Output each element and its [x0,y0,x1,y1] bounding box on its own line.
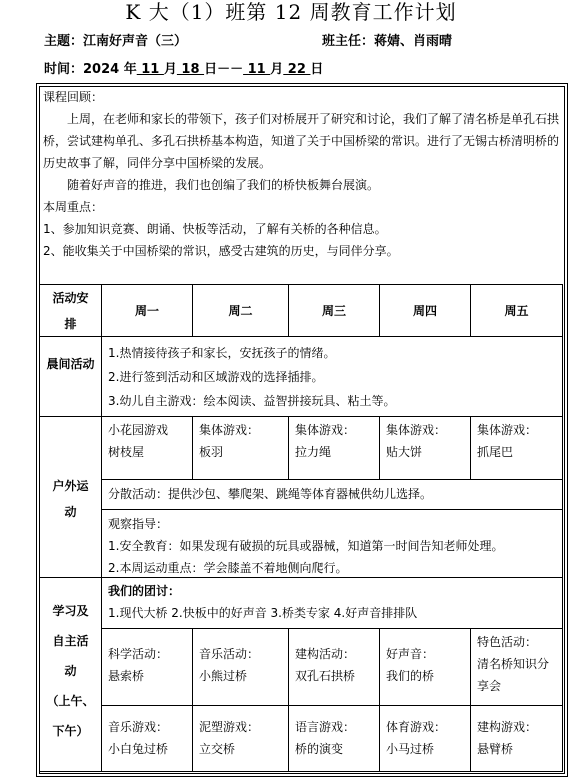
study-r1-mon [101,628,193,706]
outdoor-game-thu [379,416,471,480]
outdoor-label-cell [39,416,102,578]
study-r1-fri-line2: 清名桥知识分享会 [477,657,550,693]
study-label-5: 下午） [52,724,89,738]
teacher-label: 班主任： [322,34,375,49]
start-day: 18 [176,62,205,77]
day-label-mon: 周一 [134,304,159,318]
review-heading: 课程回顾： [43,90,104,104]
outdoor-game-thu-line2: 贴大饼 [386,445,423,459]
study-r2-wed-line2: 桥的演变 [295,742,344,756]
study-r1-wed-line2: 双孔石拱桥 [295,669,356,683]
study-r1-thu-line1: 好声音： [386,647,435,661]
day-label-wed: 周三 [321,304,346,318]
day-label-tue: 周二 [228,304,253,318]
month-char-2: 月 [270,62,284,77]
corner-label: 活动安排 [52,290,89,331]
outdoor-game-mon [101,416,193,480]
study-r1-tue [192,628,289,706]
outdoor-label: 户外运动 [52,479,89,519]
morning-content [101,336,563,417]
study-r1-thu-line2: 我们的桥 [386,669,435,683]
study-r2-fri-line1: 建构游戏： [477,720,538,734]
study-r1-mon-line1: 科学活动： [108,647,169,661]
study-r1-fri [470,628,563,706]
focus-heading: 本周重点： [43,200,104,214]
morning-label: 晨间活动 [46,357,95,371]
study-label-cell [39,577,102,772]
teacher-value: 蒋婧、肖雨晴 [374,34,453,49]
outdoor-game-thu-line1: 集体游戏： [386,423,447,437]
study-discussion-title: 我们的团讨： [108,584,181,598]
study-r2-fri-line2: 悬臂桥 [477,742,514,756]
outdoor-guide-2: 2.本周运动重点：学会膝盖不着地侧向爬行。 [108,561,348,575]
study-label-1: 学习及 [52,604,89,618]
day-header-wed [288,284,380,337]
day-label-fri: 周五 [504,304,529,318]
study-discussion [101,577,563,629]
study-discussion-text: 1.现代大桥 2.快板中的好声音 3.桥类专家 4.好声音排排队 [108,606,418,620]
start-month: 11 [136,62,164,77]
study-r1-tue-line2: 小熊过桥 [199,669,248,683]
outdoor-game-mon-line1: 小花园游戏 [108,423,169,437]
study-r2-thu-line1: 体育游戏： [386,720,447,734]
day-header-thu [379,284,471,337]
outdoor-game-tue [192,416,289,480]
day-header-mon [101,284,193,337]
morning-item-1: 1.热情接待孩子和家长，安抚孩子的情绪。 [108,346,336,360]
corner-cell [39,284,102,337]
time-line [44,58,323,77]
study-r2-wed [288,705,380,772]
study-label-2: 自主活 [52,634,89,648]
time-year: 2024 年 [83,62,137,77]
time-label: 时间： [44,62,84,77]
study-r2-tue [192,705,289,772]
study-r2-wed-line1: 语言游戏： [295,720,356,734]
study-r2-mon-line2: 小白兔过桥 [108,742,169,756]
review-section [43,86,561,262]
day-header-fri [470,284,563,337]
outdoor-game-tue-line2: 板羽 [199,445,224,459]
outdoor-game-fri-line2: 抓尾巴 [477,445,514,459]
study-r2-mon [101,705,193,772]
study-r1-mon-line2: 悬索桥 [108,669,145,683]
study-r1-thu [379,628,471,706]
outdoor-game-fri-line1: 集体游戏： [477,423,538,437]
study-r1-wed-line1: 建构活动： [295,647,356,661]
outdoor-game-fri [470,416,563,480]
end-month: 11 [243,62,271,77]
outdoor-guide [101,509,563,578]
study-r2-tue-line2: 立交桥 [199,742,236,756]
day-char: 日 [204,62,218,77]
month-char: 月 [163,62,177,77]
focus-item-2: 2、能收集关于中国桥梁的常识，感受古建筑的历史，与同伴分享。 [43,244,399,258]
outdoor-game-wed [288,416,380,480]
study-r2-thu-line2: 小马过桥 [386,742,435,756]
review-paragraph-1: 上周，在老师和家长的带领下，孩子们对桥展开了研究和讨论，我们了解了清名桥是单孔石拱桥，尝试建构单孔、多孔石拱桥基本构造，知道了关于中国桥梁的常识。进行了无锡古桥清明桥的历史故事了解，同伴分享中国桥梁的发展。 [43,112,560,170]
study-r1-tue-line1: 音乐活动： [199,647,260,661]
end-day: 22 [283,62,311,77]
date-dash: －－ [217,62,244,77]
outdoor-scattered [101,479,563,510]
day-header-tue [192,284,289,337]
study-r2-fri [470,705,563,772]
day-label-thu: 周四 [412,304,437,318]
focus-item-1: 1、参加知识竞赛、朗诵、快板等活动，了解有关桥的各种信息。 [43,222,387,236]
outdoor-game-wed-line2: 拉力绳 [295,445,332,459]
study-r2-tue-line1: 泥塑游戏： [199,720,260,734]
theme-line [44,30,452,49]
theme-label: 主题： [44,34,84,49]
theme-value: 江南好声音（三） [83,34,188,49]
outdoor-game-mon-line2: 树枝屋 [108,445,145,459]
outdoor-guide-title: 观察指导： [108,517,169,531]
outdoor-scattered-text: 分散活动：提供沙包、攀爬架、跳绳等体育器械供幼儿选择。 [108,487,433,501]
outdoor-game-wed-line1: 集体游戏： [295,423,356,437]
morning-item-3: 3.幼儿自主游戏：绘本阅读、益智拼接玩具、粘土等。 [108,394,396,408]
outdoor-game-tue-line1: 集体游戏： [199,423,260,437]
study-label-3: 动 [64,664,77,678]
outdoor-guide-1: 1.安全教育：如果发现有破损的玩具或器械，知道第一时间告知老师处理。 [108,539,504,553]
morning-item-2: 2.进行签到活动和区域游戏的选择插排。 [108,370,324,384]
page-title: K 大（1）班第 12 周教育工作计划 [125,0,457,24]
study-r1-fri-line1: 特色活动： [477,635,538,649]
study-r2-mon-line1: 音乐游戏： [108,720,169,734]
study-r2-thu [379,705,471,772]
study-label-4: （上午、 [46,694,95,708]
day-char-2: 日 [310,62,324,77]
morning-label-cell [39,336,102,417]
study-r1-wed [288,628,380,706]
review-paragraph-2: 随着好声音的推进，我们也创编了我们的桥快板舞台展演。 [67,178,380,192]
